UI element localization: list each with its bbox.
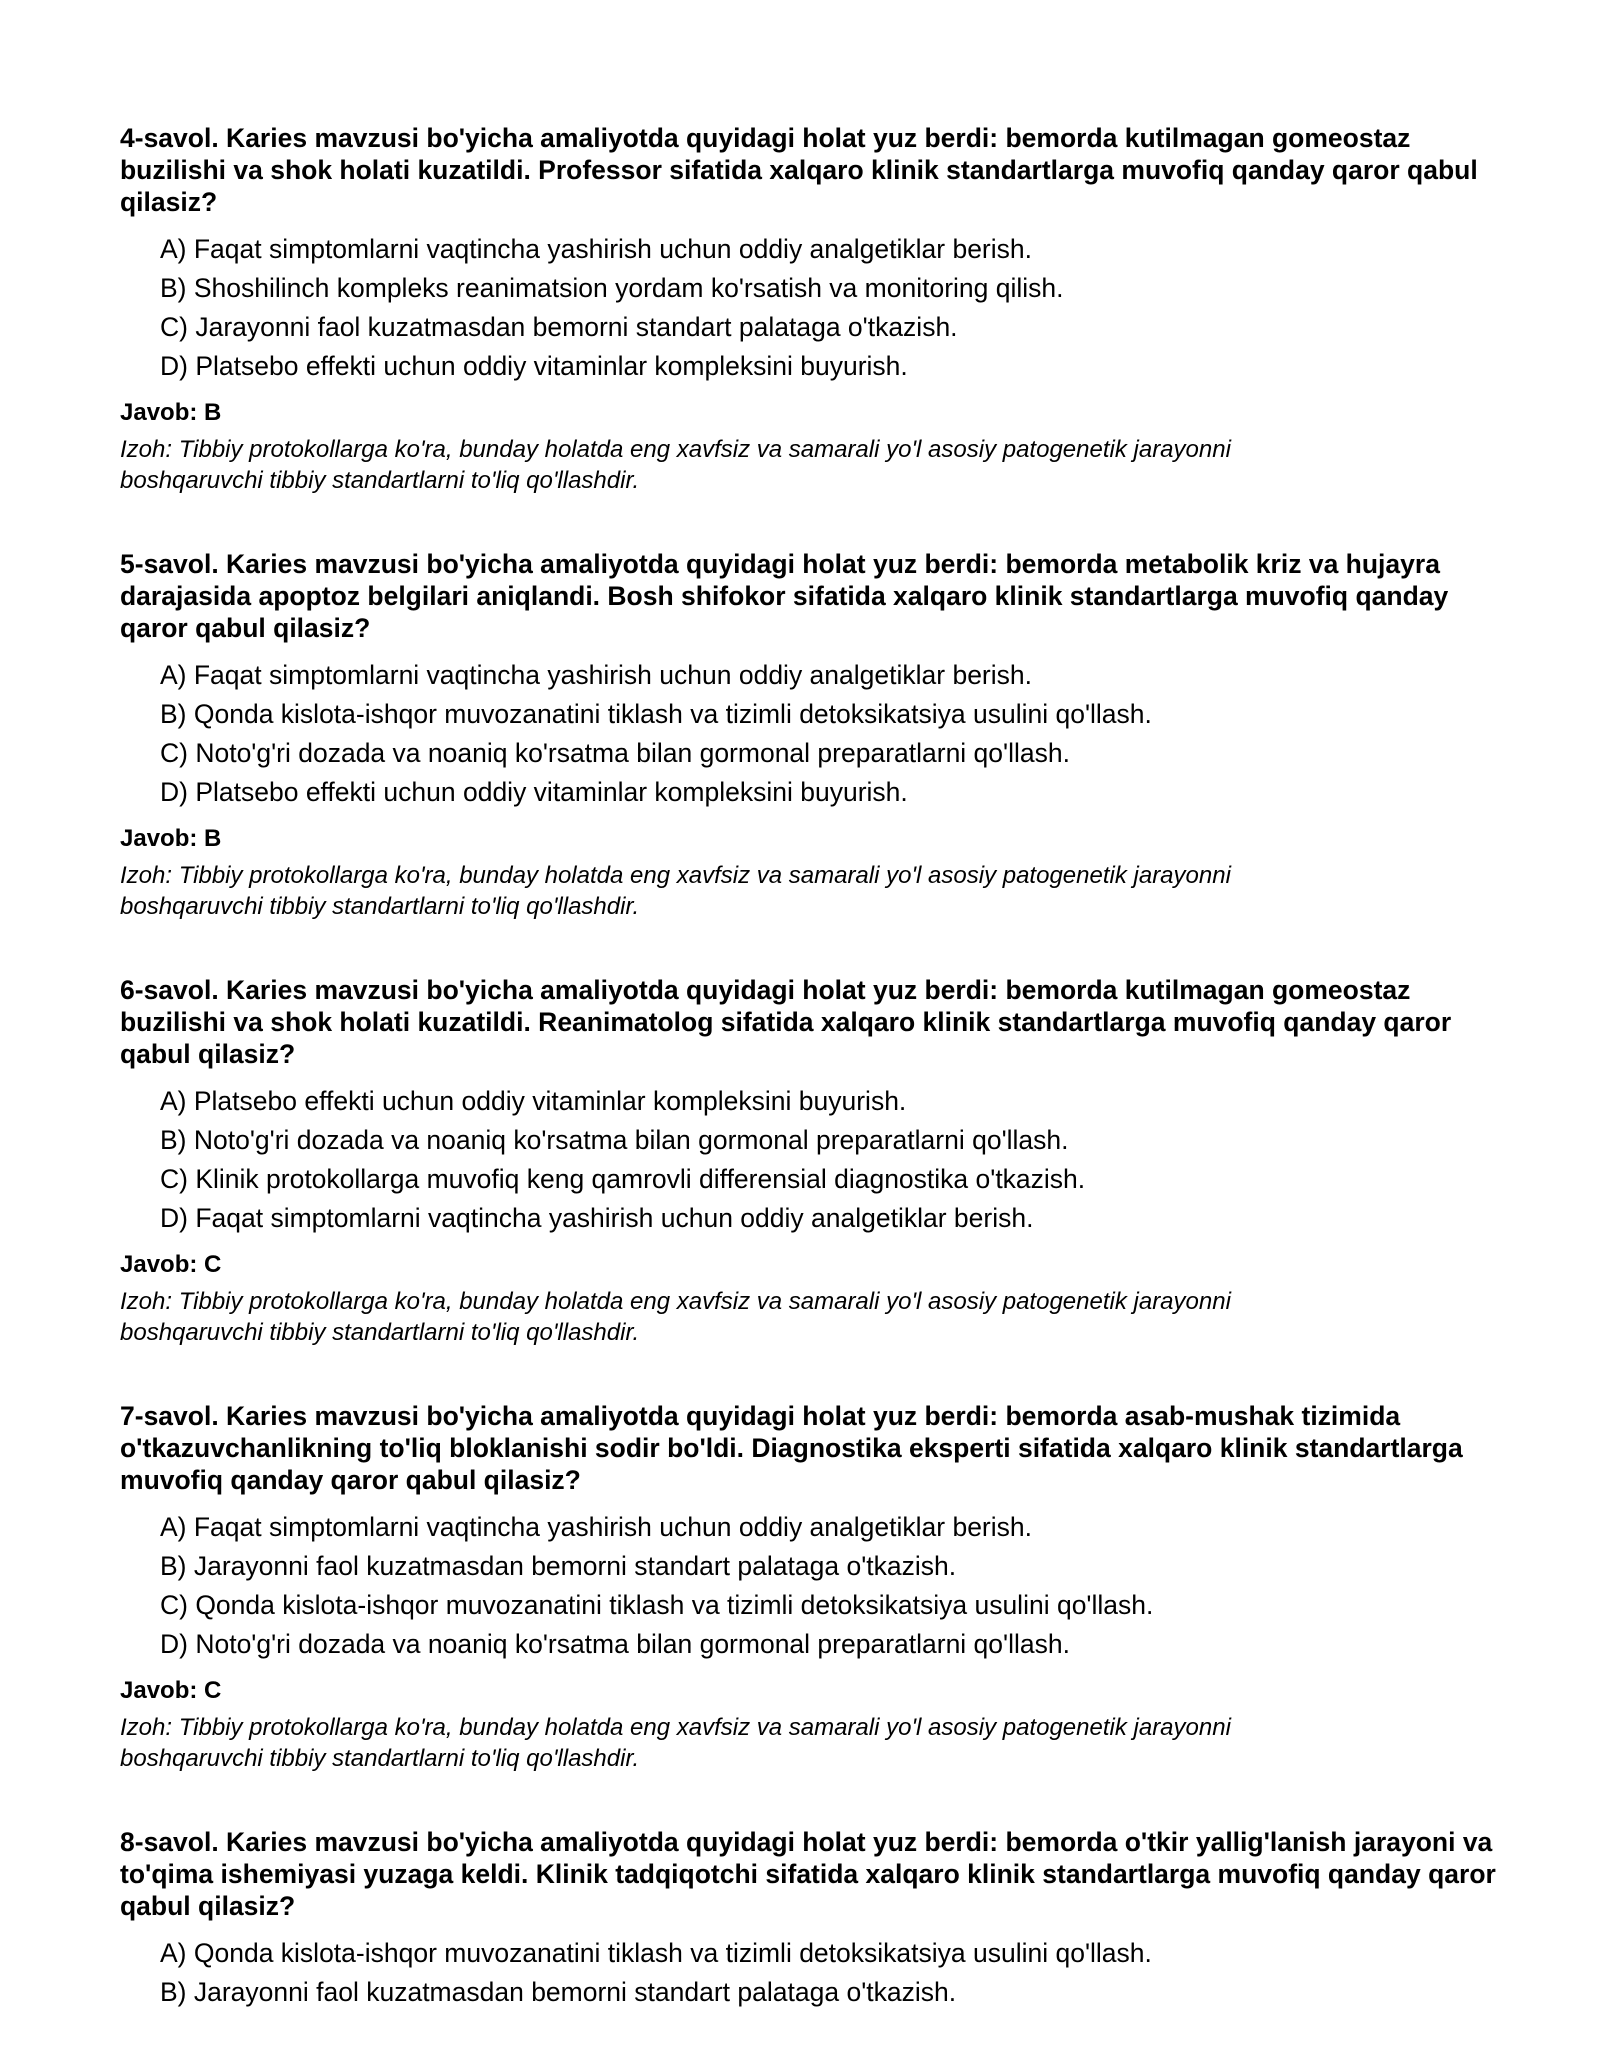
- option-b: B) Noto'g'ri dozada va noaniq ko'rsatma bilan gormonal preparatlarni qo'llash.: [160, 1125, 1069, 1155]
- explanation-note: Izoh: Tibbiy protokollarga ko'ra, bunday holatda eng xavfsiz va samarali yo'l asosiy patogenetik jarayonni boshqaruvchi tibbiy standartlarni to'liq qo'llashdir.: [120, 436, 1231, 494]
- option-d: D) Platsebo effekti uchun oddiy vitaminlar kompleksini buyurish.: [160, 351, 908, 381]
- option-a: A) Faqat simptomlarni vaqtincha yashirish uchun oddiy analgetiklar berish.: [160, 1512, 1032, 1542]
- explanation-note: Izoh: Tibbiy protokollarga ko'ra, bunday holatda eng xavfsiz va samarali yo'l asosiy patogenetik jarayonni boshqaruvchi tibbiy standartlarni to'liq qo'llashdir.: [120, 1714, 1231, 1772]
- option-list: [120, 656, 1500, 812]
- option-a: A) Platsebo effekti uchun oddiy vitaminlar kompleksini buyurish.: [160, 1086, 907, 1116]
- question-title: 7-savol. Karies mavzusi bo'yicha amaliyotda quyidagi holat yuz berdi: bemorda asab-mushak tizimida o'tkazuvchanlikning to'liq bloklanishi sodir bo'ldi. Diagnostika eksperti sifatida xalqaro klinik standartlarga muvofiq qanday qaror qabul qilasiz?: [120, 1401, 1463, 1495]
- explanation-note: Izoh: Tibbiy protokollarga ko'ra, bunday holatda eng xavfsiz va samarali yo'l asosiy patogenetik jarayonni boshqaruvchi tibbiy standartlarni to'liq qo'llashdir.: [120, 1288, 1231, 1346]
- option-list: [120, 230, 1500, 386]
- question-8: [120, 1826, 1500, 2012]
- option-list: [120, 1508, 1500, 1664]
- option-d: D) Noto'g'ri dozada va noaniq ko'rsatma bilan gormonal preparatlarni qo'llash.: [160, 1629, 1070, 1659]
- document-page: [120, 122, 1500, 2064]
- option-b: B) Jarayonni faol kuzatmasdan bemorni standart palataga o'tkazish.: [160, 1977, 957, 2007]
- question-4: [120, 122, 1500, 496]
- option-list: [120, 1082, 1500, 1238]
- question-title: 6-savol. Karies mavzusi bo'yicha amaliyotda quyidagi holat yuz berdi: bemorda kutilmagan gomeostaz buzilishi va shok holati kuzatildi. Reanimatolog sifatida xalqaro klinik standartlarga muvofiq qanday qaror qabul qilasiz?: [120, 975, 1452, 1069]
- option-c: C) Noto'g'ri dozada va noaniq ko'rsatma bilan gormonal preparatlarni qo'llash.: [160, 738, 1070, 768]
- answer-label: Javob: C: [120, 1677, 222, 1704]
- question-7: [120, 1400, 1500, 1774]
- question-5: [120, 548, 1500, 922]
- option-a: A) Qonda kislota-ishqor muvozanatini tiklash va tizimli detoksikatsiya usulini qo'llash.: [160, 1938, 1152, 1968]
- question-title: 4-savol. Karies mavzusi bo'yicha amaliyotda quyidagi holat yuz berdi: bemorda kutilmagan gomeostaz buzilishi va shok holati kuzatildi. Professor sifatida xalqaro klinik standartlarga muvofiq qanday qaror qabul qilasiz?: [120, 123, 1478, 217]
- option-a: A) Faqat simptomlarni vaqtincha yashirish uchun oddiy analgetiklar berish.: [160, 660, 1032, 690]
- option-c: C) Qonda kislota-ishqor muvozanatini tiklash va tizimli detoksikatsiya usulini qo'llash.: [160, 1590, 1154, 1620]
- question-title: 8-savol. Karies mavzusi bo'yicha amaliyotda quyidagi holat yuz berdi: bemorda o'tkir yallig'lanish jarayoni va to'qima ishemiyasi yuzaga keldi. Klinik tadqiqotchi sifatida xalqaro klinik standartlarga muvofiq qanday qaror qabul qilasiz?: [120, 1827, 1496, 1921]
- answer-label: Javob: B: [120, 825, 222, 852]
- option-b: B) Jarayonni faol kuzatmasdan bemorni standart palataga o'tkazish.: [160, 1551, 957, 1581]
- option-a: A) Faqat simptomlarni vaqtincha yashirish uchun oddiy analgetiklar berish.: [160, 234, 1032, 264]
- explanation-note: Izoh: Tibbiy protokollarga ko'ra, bunday holatda eng xavfsiz va samarali yo'l asosiy patogenetik jarayonni boshqaruvchi tibbiy standartlarni to'liq qo'llashdir.: [120, 862, 1231, 920]
- answer-label: Javob: B: [120, 399, 222, 426]
- question-6: [120, 974, 1500, 1348]
- option-d: D) Faqat simptomlarni vaqtincha yashirish uchun oddiy analgetiklar berish.: [160, 1203, 1034, 1233]
- answer-label: Javob: C: [120, 1251, 222, 1278]
- option-list: [120, 1934, 1500, 2012]
- question-title: 5-savol. Karies mavzusi bo'yicha amaliyotda quyidagi holat yuz berdi: bemorda metabolik kriz va hujayra darajasida apoptoz belgilari aniqlandi. Bosh shifokor sifatida xalqaro klinik standartlarga muvofiq qanday qaror qabul qilasiz?: [120, 549, 1449, 643]
- option-b: B) Qonda kislota-ishqor muvozanatini tiklash va tizimli detoksikatsiya usulini qo'llash.: [160, 699, 1152, 729]
- option-d: D) Platsebo effekti uchun oddiy vitaminlar kompleksini buyurish.: [160, 777, 908, 807]
- option-c: C) Klinik protokollarga muvofiq keng qamrovli differensial diagnostika o'tkazish.: [160, 1164, 1086, 1194]
- option-b: B) Shoshilinch kompleks reanimatsion yordam ko'rsatish va monitoring qilish.: [160, 273, 1064, 303]
- option-c: C) Jarayonni faol kuzatmasdan bemorni standart palataga o'tkazish.: [160, 312, 958, 342]
